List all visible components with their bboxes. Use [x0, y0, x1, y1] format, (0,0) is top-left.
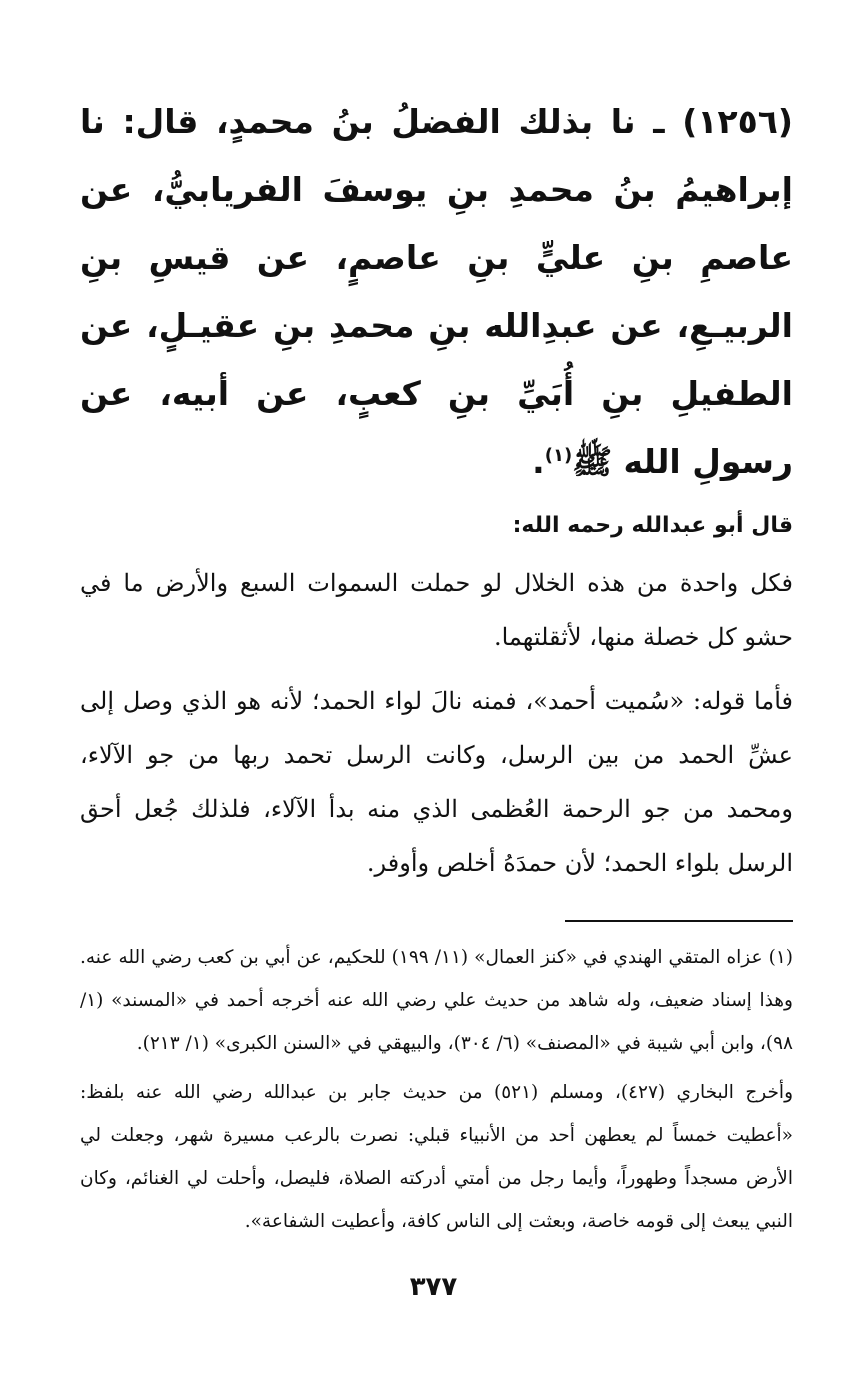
paragraph-2: فأما قوله: «سُميت أحمد»، فمنه نالَ لواء الحمد؛ لأنه هو الذي وصل إلى عشِّ الحمد من بين الرسل، وكانت الرسل تحمد ربها من جو الآلاء، ومحمد من جو الرحمة العُظمى الذي منه بدأ الآلاء، فلذلك جُعل أحق الرسل بلواء الحمد؛ لأن حمدَهُ أخلص وأوفر. — [80, 687, 794, 877]
footnote-divider — [565, 920, 793, 922]
paragraph-1: فكل واحدة من هذه الخلال لو حملت السموات السبع والأرض ما في حشو كل خصلة منها، لأثقلتهما. — [80, 569, 793, 651]
hadith-end: . — [532, 442, 545, 481]
page-number: ٣٧٧ — [409, 1272, 458, 1302]
hadith-text — [80, 88, 793, 496]
hadith-chain: ـ نا بذلك الفضلُ بنُ محمدٍ، قال: نا إبراهيمُ بنُ محمدِ بنِ يوسفَ الفريابيُّ، عن عاصمِ بنِ عليٍّ بنِ عاصمٍ، عن قيسِ بنِ الربيـعِ، عن عبدِالله بنِ محمدِ بنِ عقيـلٍ، عن الطفيلِ بنِ أُبَيِّ بنِ كعبٍ، عن أبيه، عن رسولِ الله ﷺ — [80, 102, 793, 481]
author-line: قال أبو عبدالله رحمه الله: — [512, 513, 793, 538]
footnote-1: (١) عزاه المتقي الهندي في «كنز العمال» (١١/ ١٩٩) للحكيم، عن أبي بن كعب رضي الله عنه. وهذا إسناد ضعيف، وله شاهد من حديث علي رضي الله عنه أخرجه أحمد في «المسند» (١/ ٩٨)، وابن أبي شيبة في «المصنف» (٦/ ٣٠٤)، والبيهقي في «السنن الكبرى» (١/ ٢١٣). — [80, 947, 793, 1054]
footnote-marker: (١) — [544, 445, 573, 466]
footnote-1-continuation: وأخرج البخاري (٤٢٧)، ومسلم (٥٢١) من حديث جابر بن عبدالله رضي الله عنه بلفظ: «أعطيت خمساً لم يعطهن أحد من الأنبياء قبلي: نصرت بالرعب مسيرة شهر، وجعلت لي الأرض مسجداً وطهوراً، وأيما رجل من أمتي أدركته الصلاة، فليصل، وأحلت لي الغنائم، وكان النبي يبعث إلى قومه خاصة، وبعثت إلى الناس كافة، وأعطيت الشفاعة». — [80, 1082, 793, 1232]
hadith-number: (١٢٥٦) — [682, 102, 793, 141]
